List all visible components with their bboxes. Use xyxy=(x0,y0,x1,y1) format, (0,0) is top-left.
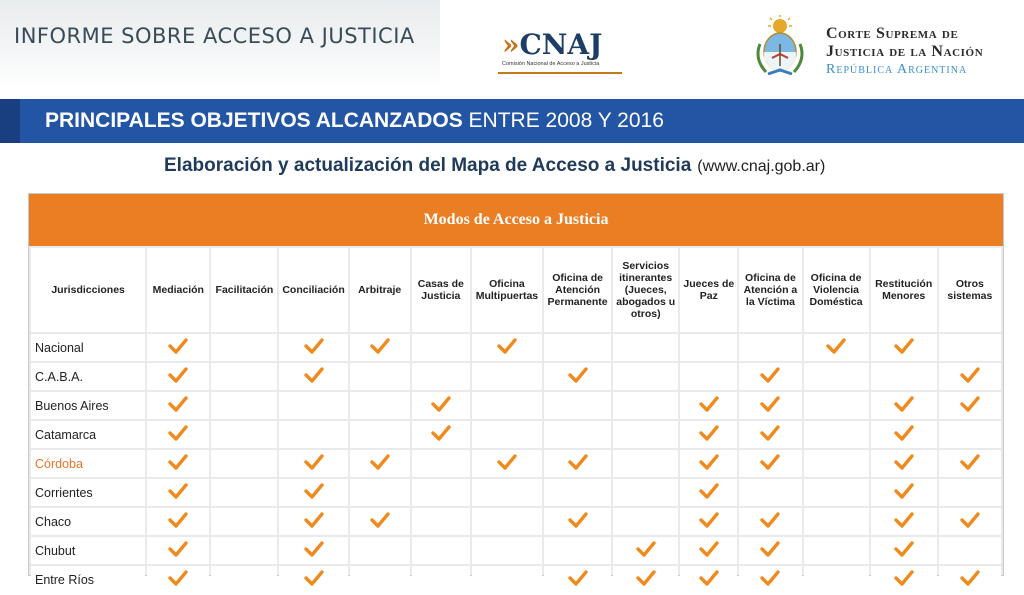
mode-cell xyxy=(412,450,470,477)
mode-cell xyxy=(680,392,737,419)
mode-cell xyxy=(804,363,869,390)
checkmark-icon xyxy=(304,482,324,500)
column-header: Restitución Menores xyxy=(871,248,937,332)
checkmark-icon xyxy=(370,453,390,471)
mode-cell xyxy=(871,508,937,535)
mode-cell xyxy=(613,537,678,564)
mode-cell xyxy=(871,450,937,477)
checkmark-icon xyxy=(760,424,780,442)
mode-cell xyxy=(939,479,1001,506)
checkmark-icon xyxy=(431,395,451,413)
mode-cell xyxy=(412,537,470,564)
checkmark-icon xyxy=(960,511,980,529)
jurisdiction-name: Corrientes xyxy=(31,479,145,506)
mode-cell xyxy=(279,566,347,593)
mode-cell xyxy=(147,566,209,593)
checkmark-icon xyxy=(568,366,588,384)
checkmark-icon xyxy=(894,482,914,500)
checkmark-icon xyxy=(636,540,656,558)
mode-cell xyxy=(147,537,209,564)
mode-cell xyxy=(871,566,937,593)
mode-cell xyxy=(804,479,869,506)
banner-title-bold: PRINCIPALES OBJETIVOS ALCANZADOS xyxy=(45,109,463,132)
checkmark-icon xyxy=(304,366,324,384)
mode-cell xyxy=(544,334,611,361)
mode-cell xyxy=(412,566,470,593)
cnaj-logo-prefix: » xyxy=(502,28,520,61)
table-title: Modos de Acceso a Justicia xyxy=(29,194,1003,246)
checkmark-icon xyxy=(304,540,324,558)
jurisdiction-name: Córdoba xyxy=(31,450,145,477)
mode-cell xyxy=(544,537,611,564)
mode-cell xyxy=(279,479,347,506)
court-country: República Argentina xyxy=(826,62,968,77)
mode-cell xyxy=(350,363,410,390)
mode-cell xyxy=(350,508,410,535)
mode-cell xyxy=(350,392,410,419)
mode-cell xyxy=(739,537,801,564)
checkmark-icon xyxy=(894,511,914,529)
mode-cell xyxy=(211,421,277,448)
mode-cell xyxy=(472,421,542,448)
mode-cell xyxy=(613,334,678,361)
checkmark-icon xyxy=(568,453,588,471)
court-name-line2: Justicia de la Nación xyxy=(826,43,984,60)
jurisdiction-name: Catamarca xyxy=(31,421,145,448)
checkmark-icon xyxy=(699,511,719,529)
cnaj-logo xyxy=(498,28,622,74)
checkmark-icon xyxy=(699,424,719,442)
mode-cell xyxy=(613,392,678,419)
mode-cell xyxy=(871,392,937,419)
mode-cell xyxy=(613,566,678,593)
table-row xyxy=(31,566,1001,593)
jurisdiction-name: Chaco xyxy=(31,508,145,535)
modes-grid xyxy=(29,246,1003,595)
mode-cell xyxy=(871,479,937,506)
mode-cell xyxy=(739,508,801,535)
mode-cell xyxy=(939,537,1001,564)
mode-cell xyxy=(279,334,347,361)
mode-cell xyxy=(939,421,1001,448)
checkmark-icon xyxy=(760,366,780,384)
mode-cell xyxy=(871,421,937,448)
mode-cell xyxy=(211,334,277,361)
column-header: Oficina de Atención a la Víctima xyxy=(739,248,801,332)
cnaj-logo-mark xyxy=(502,28,602,61)
checkmark-icon xyxy=(960,569,980,587)
mode-cell xyxy=(804,392,869,419)
checkmark-icon xyxy=(304,511,324,529)
mode-cell xyxy=(412,508,470,535)
mode-cell xyxy=(412,334,470,361)
mode-cell xyxy=(147,450,209,477)
mode-cell xyxy=(544,508,611,535)
mode-cell xyxy=(279,392,347,419)
mode-cell xyxy=(939,566,1001,593)
table-row xyxy=(31,479,1001,506)
checkmark-icon xyxy=(760,395,780,413)
mode-cell xyxy=(544,363,611,390)
national-seal-icon xyxy=(750,14,810,78)
mode-cell xyxy=(804,450,869,477)
mode-cell xyxy=(680,421,737,448)
mode-cell xyxy=(939,363,1001,390)
checkmark-icon xyxy=(168,540,188,558)
checkmark-icon xyxy=(960,366,980,384)
checkmark-icon xyxy=(431,424,451,442)
checkmark-icon xyxy=(960,453,980,471)
mode-cell xyxy=(350,450,410,477)
checkmark-icon xyxy=(894,395,914,413)
checkmark-icon xyxy=(168,424,188,442)
access-modes-table xyxy=(28,193,1004,587)
checkmark-icon xyxy=(894,569,914,587)
mode-cell xyxy=(147,479,209,506)
mode-cell xyxy=(739,479,801,506)
table-row xyxy=(31,334,1001,361)
checkmark-icon xyxy=(760,540,780,558)
mode-cell xyxy=(472,363,542,390)
mode-cell xyxy=(211,508,277,535)
mode-cell xyxy=(147,421,209,448)
mode-cell xyxy=(871,334,937,361)
checkmark-icon xyxy=(826,337,846,355)
checkmark-icon xyxy=(894,337,914,355)
column-header: Oficina Multipuertas xyxy=(472,248,542,332)
checkmark-icon xyxy=(168,337,188,355)
table-row xyxy=(31,537,1001,564)
cnaj-logo-subtitle: Comisión Nacional de Acceso a Justicia xyxy=(502,61,600,67)
mode-cell xyxy=(939,508,1001,535)
mode-cell xyxy=(680,479,737,506)
mode-cell xyxy=(613,508,678,535)
mode-cell xyxy=(412,421,470,448)
mode-cell xyxy=(472,479,542,506)
mode-cell xyxy=(211,392,277,419)
mode-cell xyxy=(613,479,678,506)
mode-cell xyxy=(211,363,277,390)
mode-cell xyxy=(680,566,737,593)
checkmark-icon xyxy=(699,482,719,500)
checkmark-icon xyxy=(894,453,914,471)
mode-cell xyxy=(804,508,869,535)
mode-cell xyxy=(350,479,410,506)
jurisdiction-name: Chubut xyxy=(31,537,145,564)
mode-cell xyxy=(939,392,1001,419)
subtitle-text: Elaboración y actualización del Mapa de Acceso a Justicia xyxy=(164,155,692,176)
mode-cell xyxy=(350,421,410,448)
mode-cell xyxy=(412,392,470,419)
checkmark-icon xyxy=(168,366,188,384)
cnaj-logo-letters: CNAJ xyxy=(519,28,603,61)
checkmark-icon xyxy=(960,395,980,413)
mode-cell xyxy=(544,450,611,477)
jurisdiction-name: C.A.B.A. xyxy=(31,363,145,390)
column-header: Casas de Justicia xyxy=(412,248,470,332)
checkmark-icon xyxy=(168,511,188,529)
mode-cell xyxy=(804,334,869,361)
mode-cell xyxy=(472,537,542,564)
table-row xyxy=(31,450,1001,477)
column-header: Otros sistemas xyxy=(939,248,1001,332)
table-body xyxy=(31,334,1001,593)
mode-cell xyxy=(211,479,277,506)
column-header: Jueces de Paz xyxy=(680,248,737,332)
mode-cell xyxy=(739,392,801,419)
column-header: Servicios itinerantes (Jueces, abogados u otros) xyxy=(613,248,678,332)
mode-cell xyxy=(279,508,347,535)
mode-cell xyxy=(279,363,347,390)
checkmark-icon xyxy=(304,569,324,587)
column-header: Jurisdicciones xyxy=(31,248,145,332)
checkmark-icon xyxy=(699,540,719,558)
mode-cell xyxy=(804,421,869,448)
mode-cell xyxy=(147,334,209,361)
mode-cell xyxy=(680,537,737,564)
checkmark-icon xyxy=(168,395,188,413)
mode-cell xyxy=(613,421,678,448)
mode-cell xyxy=(680,450,737,477)
mode-cell xyxy=(804,566,869,593)
mode-cell xyxy=(472,392,542,419)
banner-title-rest: ENTRE 2008 Y 2016 xyxy=(462,109,664,132)
mode-cell xyxy=(544,566,611,593)
checkmark-icon xyxy=(168,453,188,471)
mode-cell xyxy=(279,450,347,477)
table-header-row xyxy=(31,248,1001,332)
mode-cell xyxy=(613,363,678,390)
subtitle-url: (www.cnaj.gob.ar) xyxy=(697,158,826,175)
checkmark-icon xyxy=(636,569,656,587)
mode-cell xyxy=(472,508,542,535)
column-header: Facilitación xyxy=(211,248,277,332)
mode-cell xyxy=(472,450,542,477)
checkmark-icon xyxy=(497,337,517,355)
checkmark-icon xyxy=(894,424,914,442)
checkmark-icon xyxy=(760,569,780,587)
checkmark-icon xyxy=(699,569,719,587)
checkmark-icon xyxy=(568,511,588,529)
mode-cell xyxy=(472,334,542,361)
mode-cell xyxy=(211,537,277,564)
mode-cell xyxy=(147,508,209,535)
table-row xyxy=(31,392,1001,419)
checkmark-icon xyxy=(894,540,914,558)
column-header: Oficina de Violencia Doméstica xyxy=(804,248,869,332)
table-row xyxy=(31,508,1001,535)
mode-cell xyxy=(739,566,801,593)
column-header: Arbitraje xyxy=(350,248,410,332)
mode-cell xyxy=(472,566,542,593)
mode-cell xyxy=(939,450,1001,477)
court-name xyxy=(826,25,983,61)
mode-cell xyxy=(147,392,209,419)
mode-cell xyxy=(871,537,937,564)
mode-cell xyxy=(350,537,410,564)
mode-cell xyxy=(350,334,410,361)
mode-cell xyxy=(350,566,410,593)
mode-cell xyxy=(939,334,1001,361)
mode-cell xyxy=(412,479,470,506)
checkmark-icon xyxy=(168,569,188,587)
column-header: Oficina de Atención Permanente xyxy=(544,248,611,332)
mode-cell xyxy=(279,421,347,448)
slide-subtitle xyxy=(164,155,825,177)
mode-cell xyxy=(739,450,801,477)
mode-cell xyxy=(147,363,209,390)
checkmark-icon xyxy=(370,511,390,529)
mode-cell xyxy=(739,421,801,448)
checkmark-icon xyxy=(699,453,719,471)
mode-cell xyxy=(739,334,801,361)
checkmark-icon xyxy=(304,453,324,471)
checkmark-icon xyxy=(497,453,517,471)
checkmark-icon xyxy=(699,395,719,413)
mode-cell xyxy=(871,363,937,390)
jurisdiction-name: Buenos Aires xyxy=(31,392,145,419)
jurisdiction-name: Nacional xyxy=(31,334,145,361)
mode-cell xyxy=(804,537,869,564)
checkmark-icon xyxy=(760,511,780,529)
banner-title xyxy=(45,109,664,133)
mode-cell xyxy=(680,508,737,535)
checkmark-icon xyxy=(370,337,390,355)
checkmark-icon xyxy=(760,453,780,471)
mode-cell xyxy=(613,450,678,477)
mode-cell xyxy=(680,363,737,390)
mode-cell xyxy=(739,363,801,390)
checkmark-icon xyxy=(304,337,324,355)
court-name-line1: Corte Suprema de xyxy=(826,25,959,42)
report-title: INFORME SOBRE ACCESO A JUSTICIA xyxy=(14,24,415,48)
mode-cell xyxy=(680,334,737,361)
mode-cell xyxy=(211,566,277,593)
column-header: Mediación xyxy=(147,248,209,332)
table-row xyxy=(31,363,1001,390)
table-row xyxy=(31,421,1001,448)
mode-cell xyxy=(412,363,470,390)
mode-cell xyxy=(211,450,277,477)
checkmark-icon xyxy=(168,482,188,500)
mode-cell xyxy=(544,479,611,506)
checkmark-icon xyxy=(568,569,588,587)
jurisdiction-name: Entre Ríos xyxy=(31,566,145,593)
column-header: Conciliación xyxy=(279,248,347,332)
mode-cell xyxy=(544,392,611,419)
title-banner-accent xyxy=(0,99,20,143)
mode-cell xyxy=(279,537,347,564)
mode-cell xyxy=(544,421,611,448)
